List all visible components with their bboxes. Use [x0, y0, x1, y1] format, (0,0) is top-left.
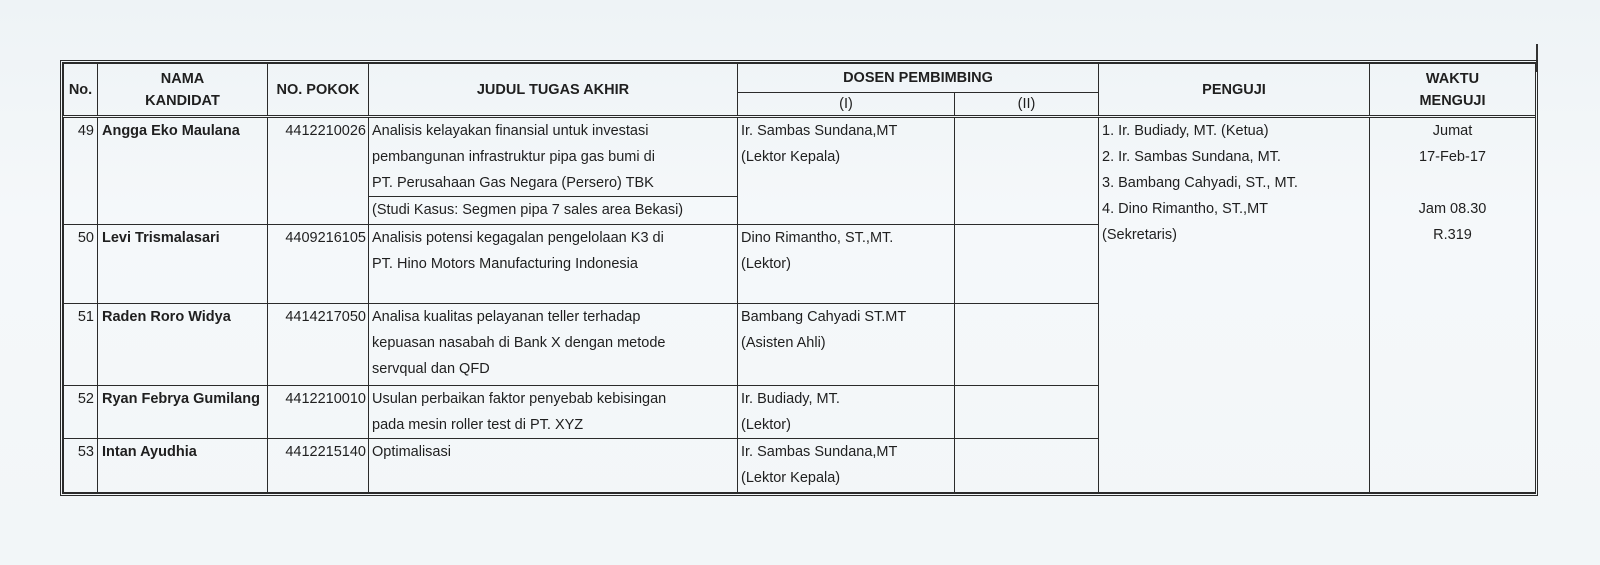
cell-nama: Angga Eko Maulana: [98, 117, 268, 225]
header-no-pokok: NO. POKOK: [268, 64, 369, 117]
cell-dosen-i: [738, 385, 955, 439]
cell-no: 52: [64, 385, 98, 439]
cell-penguji: [1099, 117, 1370, 493]
cell-no-pokok: 4414217050: [268, 304, 369, 385]
waktu-hari: Jumat: [1432, 123, 1473, 139]
judul-line: kepuasan nasabah di Bank X dengan metode: [372, 335, 666, 352]
cell-nama: Levi Trismalasari: [98, 225, 268, 304]
judul-line: servqual dan QFD: [372, 361, 490, 378]
cell-no: 49: [64, 117, 98, 225]
judul-line: PT. Perusahaan Gas Negara (Persero) TBK: [372, 175, 654, 191]
header-penguji: PENGUJI: [1099, 64, 1370, 117]
waktu-ruang: R.319: [1433, 227, 1472, 243]
dosen-name: Ir. Sambas Sundana,MT: [741, 123, 898, 139]
dosen-rank: (Asisten Ahli): [741, 335, 826, 352]
judul-line: Analisis potensi kegagalan pengelolaan K3 di: [372, 230, 664, 247]
exam-schedule-table: [63, 63, 1536, 493]
penguji-item: (Sekretaris): [1102, 227, 1177, 243]
header-nama-line2: KANDIDAT: [145, 92, 220, 109]
judul-line: Analisis kelayakan finansial untuk investasi: [372, 123, 649, 139]
cell-no-pokok: 4412215140: [268, 439, 369, 493]
cell-waktu: [1370, 117, 1536, 493]
cell-no-pokok: 4412210026: [268, 117, 369, 225]
header-waktu-line1: WAKTU: [1425, 70, 1480, 87]
judul-line: PT. Hino Motors Manufacturing Indonesia: [372, 256, 638, 273]
penguji-item: 4. Dino Rimantho, ST.,MT: [1102, 201, 1268, 217]
cell-no: 50: [64, 225, 98, 304]
cell-nama: Ryan Febrya Gumilang: [98, 385, 268, 439]
header-nama-line1: NAMA: [160, 70, 205, 87]
header-judul: JUDUL TUGAS AKHIR: [369, 64, 738, 117]
cell-no-pokok: 4409216105: [268, 225, 369, 304]
cell-dosen-i: [738, 439, 955, 493]
table-row: [64, 117, 1536, 225]
waktu-tanggal: 17-Feb-17: [1419, 149, 1486, 165]
cell-judul: [369, 439, 738, 493]
cell-no: 53: [64, 439, 98, 493]
schedule-table-frame: [60, 60, 1538, 496]
cell-judul: [369, 225, 738, 304]
judul-line: pada mesin roller test di PT. XYZ: [372, 416, 584, 433]
dosen-rank: (Lektor): [741, 416, 791, 433]
header-dosen-ii: (II): [955, 93, 1099, 117]
cell-nama: Raden Roro Widya: [98, 304, 268, 385]
cell-dosen-i: [738, 117, 955, 225]
dosen-rank: (Lektor Kepala): [741, 149, 841, 165]
header-nama: [98, 64, 268, 117]
cell-nama: Intan Ayudhia: [98, 439, 268, 493]
header-no: No.: [64, 64, 98, 117]
judul-line: Usulan perbaikan faktor penyebab kebisingan: [372, 390, 667, 407]
penguji-item: 2. Ir. Sambas Sundana, MT.: [1102, 149, 1281, 165]
penguji-item: 1. Ir. Budiady, MT. (Ketua): [1102, 123, 1269, 139]
cell-dosen-ii: [955, 439, 1099, 493]
dosen-rank: (Lektor): [741, 256, 791, 273]
cell-dosen-ii: [955, 385, 1099, 439]
dosen-name: Ir. Sambas Sundana,MT: [741, 444, 898, 461]
cell-no-pokok: 4412210010: [268, 385, 369, 439]
header-waktu-line2: MENGUJI: [1419, 92, 1486, 109]
cell-judul: [369, 385, 738, 439]
judul-line: Analisa kualitas pelayanan teller terhadap: [372, 309, 641, 326]
header-dosen-i: (I): [738, 93, 955, 117]
cell-dosen-ii: [955, 225, 1099, 304]
cell-dosen-ii: [955, 304, 1099, 385]
judul-line: Optimalisasi: [372, 444, 451, 461]
header-waktu: [1370, 64, 1536, 117]
judul-line: pembangunan infrastruktur pipa gas bumi di: [372, 149, 655, 165]
cell-dosen-i: [738, 304, 955, 385]
penguji-item: 3. Bambang Cahyadi, ST., MT.: [1102, 175, 1298, 191]
cell-dosen-ii: [955, 117, 1099, 225]
cell-judul: [369, 304, 738, 385]
dosen-rank: (Lektor Kepala): [741, 470, 841, 487]
cell-judul: [369, 117, 738, 225]
waktu-jam: Jam 08.30: [1418, 201, 1487, 217]
header-dosen: DOSEN PEMBIMBING: [738, 64, 1099, 93]
dosen-name: Bambang Cahyadi ST.MT: [741, 309, 907, 326]
dosen-name: Dino Rimantho, ST.,MT.: [741, 230, 894, 247]
cell-dosen-i: [738, 225, 955, 304]
dosen-name: Ir. Budiady, MT.: [741, 390, 840, 407]
judul-subcell-line: (Studi Kasus: Segmen pipa 7 sales area Bekasi): [369, 196, 737, 223]
cell-no: 51: [64, 304, 98, 385]
